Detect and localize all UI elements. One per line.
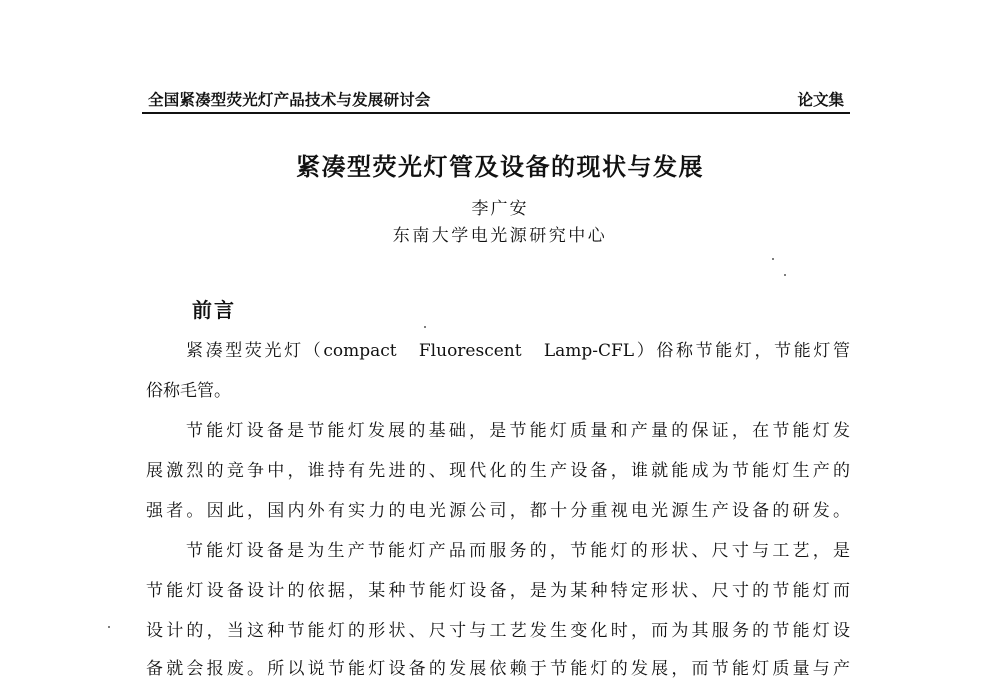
body-line: 俗称毛管。 <box>146 381 231 401</box>
section-heading: 前言 <box>192 298 236 322</box>
author-affiliation: 东南大学电光源研究中心 <box>392 226 608 246</box>
body-line: 展激烈的竞争中，谁持有先进的、现代化的生产设备，谁就能成为节能灯生产的 <box>146 461 850 481</box>
conference-name: 全国紧凑型荧光灯产品技术与发展研讨会 <box>148 91 431 109</box>
running-header <box>142 86 850 114</box>
body-line: 备就会报废。所以说节能灯设备的发展依赖于节能灯的发展，而节能灯质量与产 <box>146 659 850 679</box>
scan-speck <box>108 626 110 628</box>
scan-speck <box>424 326 426 328</box>
body-line: 节能灯设备是为生产节能灯产品而服务的，节能灯的形状、尺寸与工艺，是 <box>186 541 850 561</box>
scan-speck <box>772 258 774 260</box>
body-line: 强者。因此，国内外有实力的电光源公司，都十分重视电光源生产设备的研发。 <box>146 501 850 521</box>
body-line: 节能灯设备是节能灯发展的基础，是节能灯质量和产量的保证，在节能灯发 <box>186 421 850 441</box>
proceedings-label: 论文集 <box>797 91 844 109</box>
body-line: 节能灯设备设计的依据，某种节能灯设备，是为某种特定形状、尺寸的节能灯而 <box>146 581 850 601</box>
body-line: 设计的，当这种节能灯的形状、尺寸与工艺发生变化时，而为其服务的节能灯设 <box>146 621 850 641</box>
paper-title: 紧凑型荧光灯管及设备的现状与发展 <box>296 153 704 181</box>
body-line: 紧凑型荧光灯（compact Fluorescent Lamp-CFL）俗称节能灯，节能灯管 <box>186 341 850 361</box>
scan-speck <box>784 274 786 276</box>
author-name: 李广安 <box>471 199 529 219</box>
